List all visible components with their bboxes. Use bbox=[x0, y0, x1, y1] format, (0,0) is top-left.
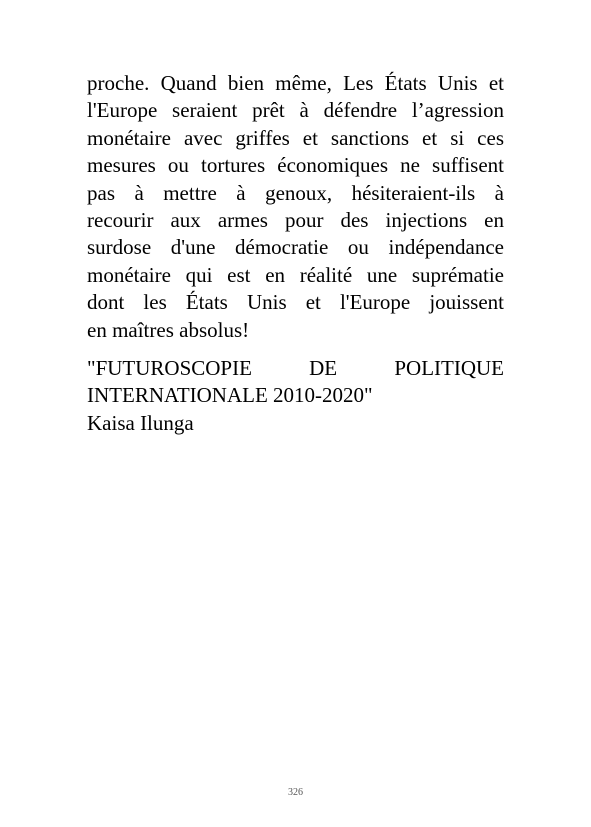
paragraph-line: pas à mettre à genoux, hésiteraient-ils à bbox=[87, 180, 504, 205]
paragraph-line: en maîtres absolus! bbox=[87, 317, 250, 342]
citation-author: Kaisa Ilunga bbox=[87, 410, 194, 435]
body-paragraph bbox=[87, 70, 504, 344]
paragraph-line: recourir aux armes pour des injections en bbox=[87, 207, 504, 232]
page-number: 326 bbox=[288, 787, 303, 798]
paragraph-line: dont les États Unis et l'Europe jouissent bbox=[87, 290, 504, 315]
citation-block bbox=[87, 355, 504, 437]
paragraph-line: monétaire avec griffes et sanctions et si ces bbox=[87, 125, 504, 150]
page-text-block bbox=[87, 70, 504, 437]
paragraph-spacer bbox=[87, 344, 504, 355]
paragraph-line: mesures ou tortures économiques ne suffisent bbox=[87, 153, 504, 178]
paragraph-line: proche. Quand bien même, Les États Unis et bbox=[87, 71, 504, 95]
citation-title-line: "FUTUROSCOPIE DE POLITIQUE bbox=[87, 355, 504, 380]
paragraph-line: monétaire qui est en réalité une suprématie bbox=[87, 262, 504, 287]
citation-title-line: INTERNATIONALE 2010-2020" bbox=[87, 383, 373, 408]
paragraph-line: l'Europe seraient prêt à défendre l’agression bbox=[87, 98, 504, 123]
paragraph-line: surdose d'une démocratie ou indépendance bbox=[87, 235, 504, 260]
